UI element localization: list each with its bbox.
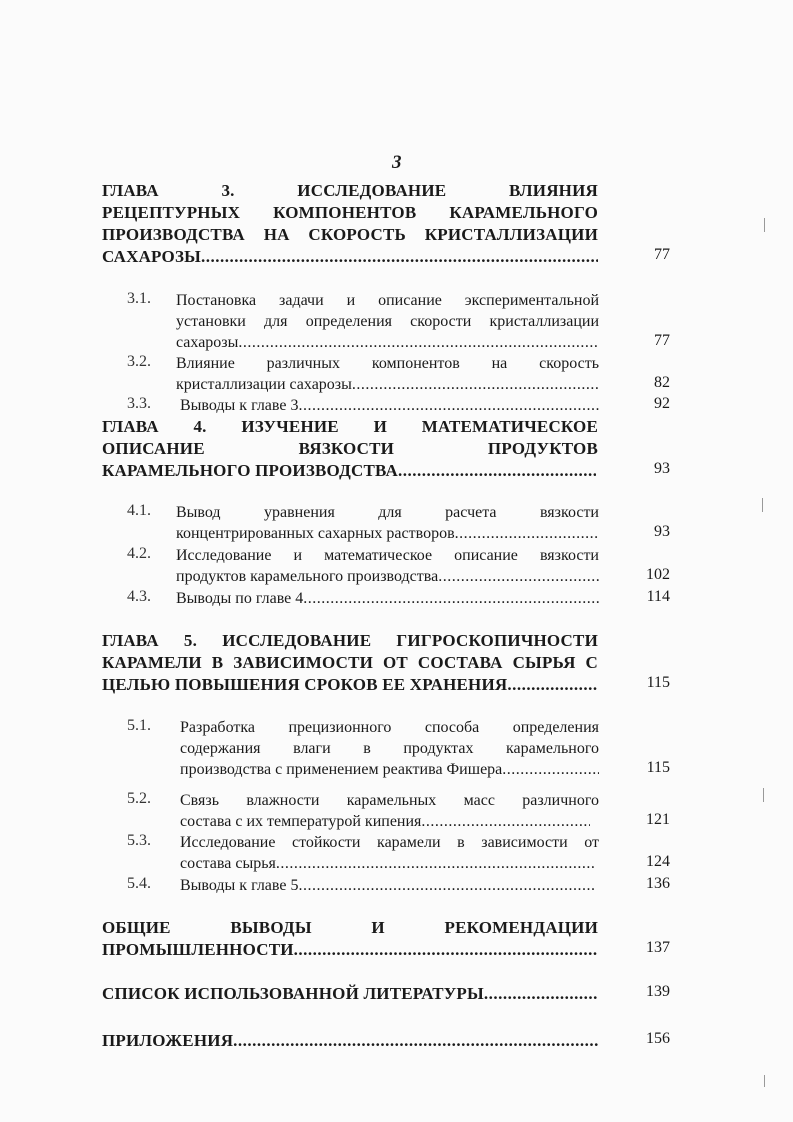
section-3-3-line-1: Выводы к главе 3: [180, 397, 299, 414]
section-3-2-line-2: кристаллизации сахарозы: [176, 376, 352, 393]
page-number: 3: [392, 152, 402, 173]
section-5-1-page: 115: [646, 759, 670, 776]
chapter-5-page: 115: [646, 674, 670, 691]
section-5-2-line-1: Связь влажности карамельных масс различного: [180, 792, 599, 809]
chapter-3-line-3: ПРОИЗВОДСТВА НА СКОРОСТЬ КРИСТАЛЛИЗАЦИИ: [102, 225, 598, 244]
section-4-1-line-1: Вывод уравнения для расчета вязкости: [176, 504, 599, 521]
section-number: 3.2.: [127, 353, 151, 370]
section-4-1-page: 93: [654, 523, 670, 540]
section-4-2-page: 102: [646, 566, 670, 583]
section-3-1-line-1: Постановка задачи и описание экспериментальной: [176, 292, 599, 309]
section-5-3-page: 124: [646, 853, 670, 870]
section-number: 5.1.: [127, 717, 151, 734]
section-number: 5.3.: [127, 832, 151, 849]
section-number: 3.3.: [127, 395, 151, 412]
general-line-2: ПРОМЫШЛЕННОСТИ: [102, 940, 294, 959]
references-page: 139: [646, 983, 670, 1000]
toc-chapter-5[interactable]: [102, 630, 598, 696]
section-3-1-line-3: сахарозы: [176, 334, 239, 351]
chapter-4-line-2: ОПИСАНИЕ ВЯЗКОСТИ ПРОДУКТОВ: [102, 439, 598, 458]
section-number: 4.3.: [127, 588, 151, 605]
section-5-3-line-1: Исследование стойкости карамели в зависимости от: [180, 834, 599, 851]
appendix-line: ПРИЛОЖЕНИЯ: [102, 1031, 234, 1050]
section-5-1-line-3: производства с применением реактива Фишера: [180, 761, 503, 778]
scan-mark: [763, 788, 764, 802]
section-3-2-page: 82: [654, 374, 670, 391]
section-4-3-line-1: Выводы по главе 4: [176, 590, 304, 607]
chapter-3-line-2: РЕЦЕПТУРНЫХ КОМПОНЕНТОВ КАРАМЕЛЬНОГО: [102, 203, 598, 222]
section-number: 4.2.: [127, 545, 151, 562]
toc-appendix[interactable]: [102, 1030, 598, 1052]
chapter-4-line-3: КАРАМЕЛЬНОГО ПРОИЗВОДСТВА: [102, 461, 398, 480]
toc-chapter-3[interactable]: [102, 180, 598, 268]
section-3-2-line-1: Влияние различных компонентов на скорость: [176, 355, 599, 372]
chapter-5-line-1: ГЛАВА 5. ИССЛЕДОВАНИЕ ГИГРОСКОПИЧНОСТИ: [102, 631, 598, 650]
section-5-4-line-1: Выводы к главе 5: [180, 877, 299, 894]
section-number: 4.1.: [127, 502, 151, 519]
section-5-3-line-2: состава сырья: [180, 855, 276, 872]
chapter-3-line-1: ГЛАВА 3. ИССЛЕДОВАНИЕ ВЛИЯНИЯ: [102, 181, 598, 200]
section-5-4-page: 136: [646, 875, 670, 892]
scan-mark: [764, 218, 765, 232]
toc-references[interactable]: [102, 983, 598, 1005]
section-5-2-line-2: состава с их температурой кипения: [180, 813, 422, 830]
section-5-1-line-2: содержания влаги в продуктах карамельного: [180, 740, 599, 757]
scan-mark: [762, 498, 763, 512]
toc-chapter-4[interactable]: [102, 416, 598, 482]
references-line: СПИСОК ИСПОЛЬЗОВАННОЙ ЛИТЕРАТУРЫ: [102, 984, 484, 1003]
chapter-4-page: 93: [654, 460, 670, 477]
section-4-1-line-2: концентрированных сахарных растворов: [176, 525, 455, 542]
section-5-2-page: 121: [646, 811, 670, 828]
toc-general-conclusions[interactable]: [102, 917, 598, 961]
section-5-1-line-1: Разработка прецизионного способа определения: [180, 719, 599, 736]
scan-mark: [764, 1075, 765, 1087]
chapter-4-line-1: ГЛАВА 4. ИЗУЧЕНИЕ И МАТЕМАТИЧЕСКОЕ: [102, 417, 598, 436]
section-4-2-line-2: продуктов карамельного производства: [176, 568, 439, 585]
chapter-5-line-3: ЦЕЛЬЮ ПОВЫШЕНИЯ СРОКОВ ЕЕ ХРАНЕНИЯ: [102, 675, 508, 694]
general-line-1: ОБЩИЕ ВЫВОДЫ И РЕКОМЕНДАЦИИ: [102, 918, 598, 937]
section-3-1-page: 77: [654, 332, 670, 349]
general-page: 137: [646, 939, 670, 956]
section-number: 3.1.: [127, 290, 151, 307]
section-4-3-page: 114: [646, 588, 670, 605]
chapter-5-line-2: КАРАМЕЛИ В ЗАВИСИМОСТИ ОТ СОСТАВА СЫРЬЯ С: [102, 653, 598, 672]
chapter-3-page: 77: [654, 246, 670, 263]
section-number: 5.2.: [127, 790, 151, 807]
section-4-2-line-1: Исследование и математическое описание вязкости: [176, 547, 599, 564]
chapter-3-line-4: САХАРОЗЫ: [102, 247, 202, 266]
section-3-1-line-2: установки для определения скорости кристаллизации: [176, 313, 599, 330]
section-number: 5.4.: [127, 875, 151, 892]
section-3-3-page: 92: [654, 395, 670, 412]
appendix-page: 156: [646, 1030, 670, 1047]
